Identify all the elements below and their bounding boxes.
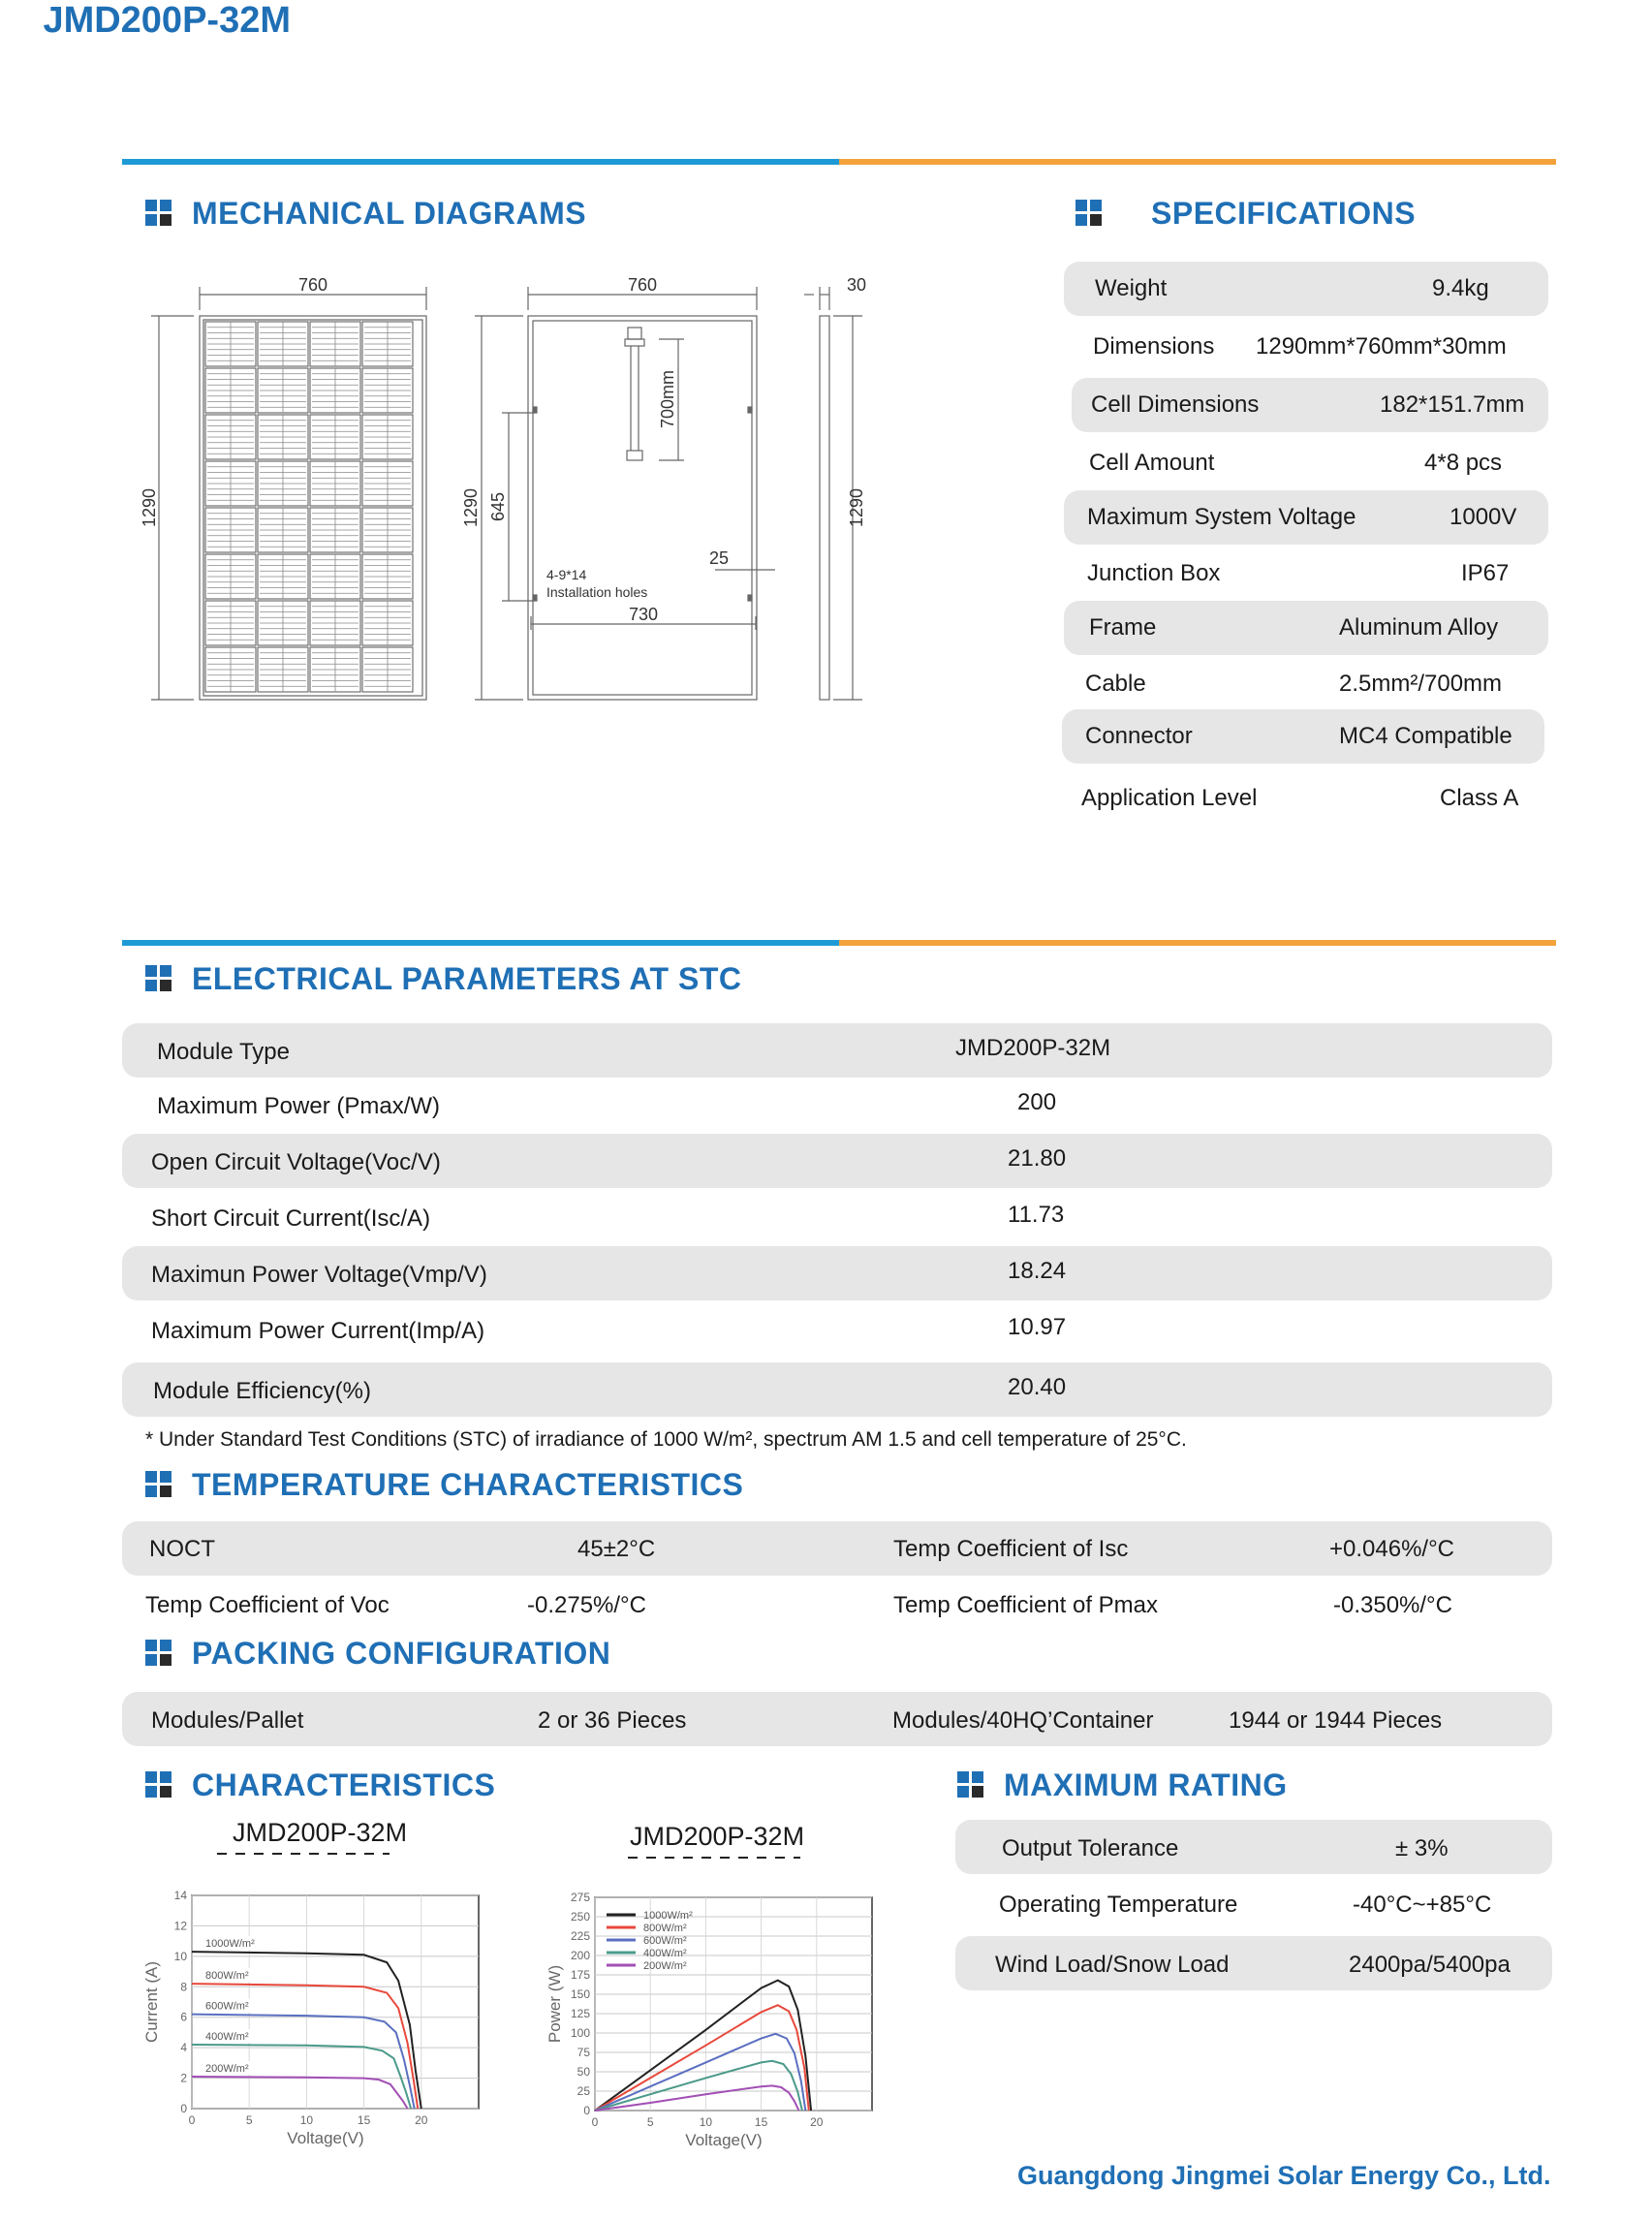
max-label-load: Wind Load/Snow Load [995, 1952, 1230, 1978]
section-packing-title: PACKING CONFIGURATION [145, 1636, 610, 1672]
spec-value: 1000V [1449, 504, 1517, 530]
top-divider [122, 159, 1556, 165]
temp-label-isc: Temp Coefficient of Isc [893, 1536, 1129, 1562]
spec-label: Application Level [1081, 785, 1258, 811]
section-mechanical-title: MECHANICAL DIAGRAMS [145, 196, 586, 232]
spec-value: 1290mm*760mm*30mm [1256, 333, 1507, 360]
y-axis-label: Power (W) [545, 1964, 564, 2044]
y-tick-label: 100 [570, 2026, 590, 2040]
back-width-label: 760 [627, 275, 658, 295]
electrical-label: Module Type [157, 1039, 290, 1065]
x-tick-label: 10 [699, 2115, 713, 2129]
electrical-label: Maximum Power (Pmax/W) [157, 1093, 441, 1119]
spec-label: Connector [1085, 723, 1193, 749]
section-temperature-title: TEMPERATURE CHARACTERISTICS [145, 1467, 743, 1503]
max-value-load: 2400pa/5400pa [1349, 1952, 1511, 1978]
mechanical-drawing [136, 262, 891, 707]
spec-value: MC4 Compatible [1339, 723, 1512, 749]
legend-entry: 400W/m² [643, 1948, 687, 1959]
x-axis-label: Voltage(V) [685, 2131, 763, 2149]
y-axis-label: Current (A) [142, 1960, 161, 2044]
spec-label: Weight [1095, 275, 1168, 301]
pv-title-underline [628, 1855, 802, 1861]
spec-label: Frame [1089, 614, 1157, 641]
company-name: Guangdong Jingmei Solar Energy Co., Ltd. [1017, 2161, 1551, 2190]
electrical-label: Open Circuit Voltage(Voc/V) [151, 1149, 441, 1175]
electrical-value: 11.73 [1008, 1202, 1065, 1228]
grid-icon [145, 965, 172, 992]
y-tick-label: 250 [570, 1910, 590, 1924]
hole-offset-label: 25 [708, 548, 730, 568]
grid-icon [145, 1771, 172, 1799]
spec-value: 2.5mm²/700mm [1339, 671, 1503, 697]
front-width-label: 760 [297, 275, 328, 295]
spec-value: IP67 [1461, 560, 1510, 586]
spec-label: Maximum System Voltage [1087, 504, 1356, 530]
temp-label-pmax: Temp Coefficient of Pmax [893, 1592, 1159, 1618]
max-label-tolerance: Output Tolerance [1002, 1835, 1179, 1861]
spec-value: 9.4kg [1432, 275, 1489, 301]
spec-label: Cell Dimensions [1091, 391, 1260, 418]
legend-entry: 600W/m² [205, 2000, 249, 2013]
max-value-temperature: -40°C~+85°C [1353, 1892, 1492, 1918]
section-characteristics-title: CHARACTERISTICS [145, 1767, 495, 1803]
spec-label: Dimensions [1093, 333, 1215, 360]
x-tick-label: 5 [245, 2113, 253, 2127]
x-tick-label: 20 [415, 2113, 428, 2127]
electrical-label: Short Circuit Current(Isc/A) [151, 1205, 431, 1232]
legend-entry: 400W/m² [205, 2031, 249, 2043]
spec-label: Cable [1085, 671, 1146, 697]
back-height-label: 1290 [461, 487, 481, 528]
iv-chart [142, 1878, 494, 2147]
y-tick-label: 14 [173, 1889, 187, 1902]
legend-entry: 600W/m² [643, 1935, 687, 1947]
stc-note: * Under Standard Test Conditions (STC) of irradiance of 1000 W/m², spectrum AM 1.5 and cell temperature of 25°C. [145, 1428, 1187, 1451]
electrical-label: Maximun Power Voltage(Vmp/V) [151, 1262, 487, 1288]
y-tick-label: 2 [180, 2071, 187, 2085]
x-axis-label: Voltage(V) [287, 2129, 364, 2147]
front-height-label: 1290 [140, 487, 159, 528]
spec-label: Junction Box [1087, 560, 1221, 586]
spec-value: Aluminum Alloy [1339, 614, 1499, 641]
model-title: JMD200P-32M [43, 0, 291, 41]
y-tick-label: 8 [180, 1980, 187, 1994]
y-tick-label: 10 [173, 1949, 187, 1963]
x-tick-label: 15 [754, 2115, 768, 2129]
temp-label-noct: NOCT [149, 1536, 215, 1562]
section-electrical-title: ELECTRICAL PARAMETERS AT STC [145, 961, 741, 997]
section-max-rating-title: MAXIMUM RATING [957, 1767, 1288, 1803]
side-height-label: 1290 [847, 487, 866, 528]
grid-icon [1075, 200, 1103, 227]
grid-icon [957, 1771, 984, 1799]
max-value-tolerance: ± 3% [1395, 1835, 1449, 1861]
y-tick-label: 75 [577, 2046, 590, 2059]
electrical-row-bg [122, 1023, 1552, 1078]
spec-value: 182*151.7mm [1380, 391, 1525, 418]
spec-value: Class A [1440, 785, 1519, 811]
y-tick-label: 0 [180, 2102, 187, 2115]
middle-divider [122, 940, 1556, 946]
x-tick-label: 0 [188, 2113, 196, 2127]
iv-chart-title: JMD200P-32M [233, 1818, 408, 1847]
electrical-value: 200 [1017, 1089, 1057, 1115]
iv-title-underline [217, 1851, 391, 1857]
electrical-label: Module Efficiency(%) [153, 1378, 371, 1404]
electrical-label: Maximum Power Current(Imp/A) [151, 1318, 485, 1344]
electrical-value: 21.80 [1008, 1145, 1067, 1172]
y-tick-label: 125 [570, 2007, 590, 2020]
temp-value-isc: +0.046%/°C [1329, 1536, 1455, 1562]
legend-entry: 1000W/m² [643, 1910, 693, 1922]
y-tick-label: 25 [577, 2084, 590, 2098]
pv-chart-title: JMD200P-32M [630, 1822, 805, 1851]
holes-desc-label: Installation holes [546, 584, 648, 600]
y-tick-label: 200 [570, 1949, 590, 1962]
x-tick-label: 20 [810, 2115, 824, 2129]
y-tick-label: 275 [570, 1891, 590, 1904]
temp-value-pmax: -0.350%/°C [1333, 1592, 1452, 1618]
x-tick-label: 0 [591, 2115, 599, 2129]
y-tick-label: 4 [180, 2041, 187, 2055]
legend-entry: 1000W/m² [205, 1938, 255, 1951]
legend-entry: 200W/m² [205, 2063, 249, 2075]
section-specifications-title: SPECIFICATIONS [1075, 196, 1416, 232]
spec-value: 4*8 pcs [1424, 450, 1503, 476]
holes-spec-label: 4-9*14 [546, 567, 587, 582]
packing-value-pallet: 2 or 36 Pieces [538, 1707, 687, 1734]
y-tick-label: 12 [173, 1919, 187, 1933]
x-tick-label: 5 [646, 2115, 654, 2129]
cable-length-label: 700mm [658, 369, 677, 429]
electrical-value: 10.97 [1008, 1314, 1067, 1340]
plot-area [595, 1897, 872, 2111]
y-tick-label: 225 [570, 1929, 590, 1943]
y-tick-label: 175 [570, 1968, 590, 1982]
electrical-value: JMD200P-32M [955, 1035, 1111, 1061]
electrical-value: 20.40 [1008, 1374, 1067, 1400]
packing-label-pallet: Modules/Pallet [151, 1707, 304, 1734]
packing-label-container: Modules/40HQ’Container [892, 1707, 1154, 1734]
side-depth-label: 30 [846, 275, 867, 295]
temp-value-noct: 45±2°C [577, 1536, 656, 1562]
legend-entry: 200W/m² [643, 1960, 687, 1972]
y-tick-label: 150 [570, 1987, 590, 2001]
y-tick-label: 0 [583, 2104, 590, 2117]
electrical-value: 18.24 [1008, 1258, 1067, 1284]
y-tick-label: 6 [180, 2010, 187, 2024]
packing-value-container: 1944 or 1944 Pieces [1229, 1707, 1443, 1734]
temp-value-voc: -0.275%/°C [527, 1592, 646, 1618]
half-height-label: 645 [488, 491, 508, 522]
pv-chart [531, 1884, 886, 2149]
x-tick-label: 15 [357, 2113, 371, 2127]
temp-label-voc: Temp Coefficient of Voc [145, 1592, 390, 1618]
y-tick-label: 50 [577, 2065, 590, 2079]
x-tick-label: 10 [299, 2113, 314, 2127]
grid-icon [145, 200, 172, 227]
spec-label: Cell Amount [1089, 450, 1215, 476]
grid-icon [145, 1471, 172, 1498]
max-label-temperature: Operating Temperature [999, 1892, 1238, 1918]
legend-entry: 800W/m² [643, 1923, 687, 1934]
hole-spacing-label: 730 [628, 605, 659, 624]
grid-icon [145, 1640, 172, 1667]
legend-entry: 800W/m² [205, 1970, 249, 1983]
